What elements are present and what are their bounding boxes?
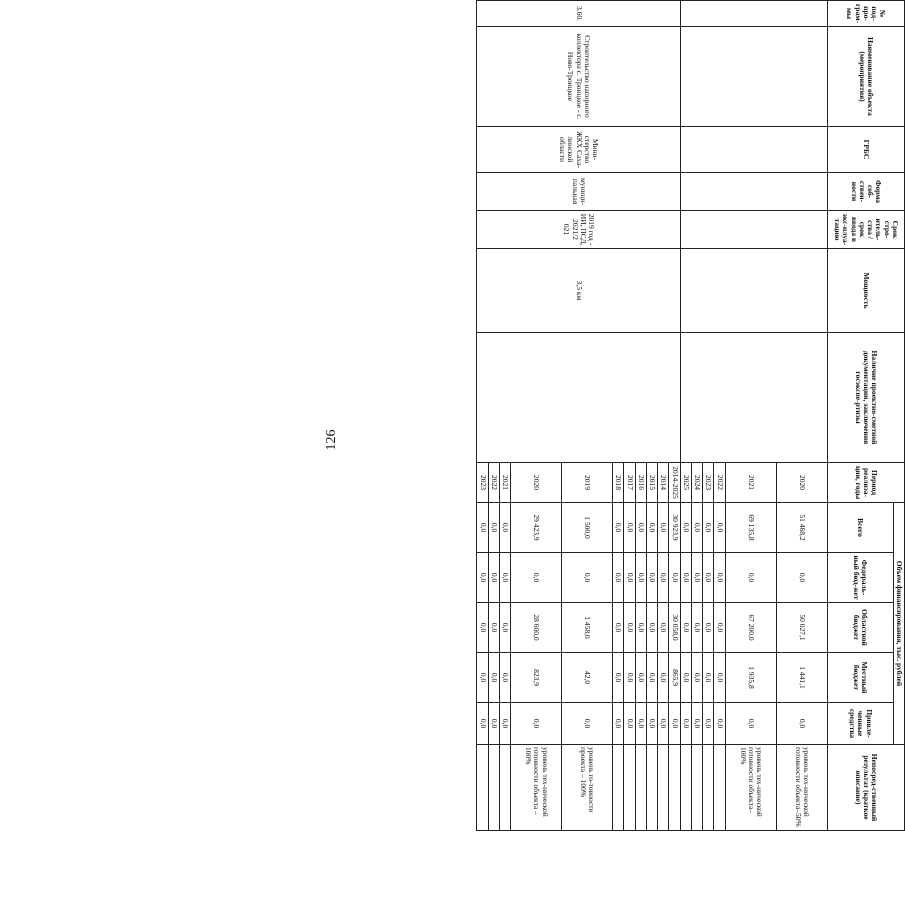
federal-cell: 0,0	[624, 553, 635, 603]
object-form-spacer	[680, 173, 827, 211]
object-name: Строительство напорного коллектора с. Троицкое - с. Ново-Троицкое	[477, 27, 680, 127]
federal-cell: 0,0	[725, 553, 776, 603]
funding-table	[477, 0, 905, 831]
total-cell: 0,0	[477, 503, 488, 553]
attracted-cell: 0,0	[669, 703, 680, 745]
year-cell: 2015	[647, 463, 658, 503]
local-cell: 1 441,1	[776, 653, 827, 703]
attracted-cell: 0,0	[500, 703, 511, 745]
table-body	[477, 1, 827, 831]
regional-cell: 0,0	[613, 603, 624, 653]
regional-cell: 50 027,1	[776, 603, 827, 653]
result-cell	[477, 745, 488, 831]
federal-cell: 0,0	[692, 553, 703, 603]
local-cell: 0,0	[500, 653, 511, 703]
object-term: 2019 год - ИИ, ПСД, 2021/2 021	[477, 211, 680, 249]
federal-cell: 0,0	[511, 553, 562, 603]
year-cell: 2024	[692, 463, 703, 503]
federal-cell: 0,0	[488, 553, 499, 603]
result-cell	[669, 745, 680, 831]
regional-cell: 0,0	[488, 603, 499, 653]
header-form: Форма соб-ствен-ности	[827, 173, 904, 211]
header-capacity: Мощность	[827, 249, 904, 333]
attracted-cell: 0,0	[562, 703, 613, 745]
result-cell	[613, 745, 624, 831]
local-cell: 0,0	[647, 653, 658, 703]
attracted-cell: 0,0	[703, 703, 714, 745]
regional-cell: 67 200,0	[725, 603, 776, 653]
result-cell	[647, 745, 658, 831]
year-cell: 2019	[562, 463, 613, 503]
total-cell: 51 468,2	[776, 503, 827, 553]
regional-cell: 0,0	[714, 603, 725, 653]
result-cell	[500, 745, 511, 831]
federal-cell: 0,0	[658, 553, 669, 603]
local-cell: 0,0	[635, 653, 646, 703]
object-name-spacer	[680, 27, 827, 127]
local-cell: 865,9	[669, 653, 680, 703]
total-cell: 69 135,8	[725, 503, 776, 553]
local-cell: 0,0	[613, 653, 624, 703]
attracted-cell: 0,0	[635, 703, 646, 745]
federal-cell: 0,0	[703, 553, 714, 603]
federal-cell: 0,0	[477, 553, 488, 603]
regional-cell: 0,0	[624, 603, 635, 653]
regional-cell: 0,0	[500, 603, 511, 653]
attracted-cell: 0,0	[725, 703, 776, 745]
result-cell: уровень тех-нической готовности объекта – 100%	[511, 745, 562, 831]
object-psd-spacer	[680, 333, 827, 463]
result-cell	[658, 745, 669, 831]
year-cell: 2014-2025	[669, 463, 680, 503]
result-cell: уровень го-товности проекта – 100%	[562, 745, 613, 831]
result-cell: уровень тех-нической готовности объекта–100%	[725, 745, 776, 831]
local-cell: 0,0	[680, 653, 691, 703]
attracted-cell: 0,0	[613, 703, 624, 745]
header-attracted: Привле-ченные средства	[827, 703, 893, 745]
total-cell: 30 923,9	[669, 503, 680, 553]
federal-cell: 0,0	[714, 553, 725, 603]
total-cell: 0,0	[635, 503, 646, 553]
object-capacity: 3,5 км	[477, 249, 680, 333]
result-cell	[692, 745, 703, 831]
header-funding: Объем финансирования, тыс. рублей	[893, 503, 904, 745]
total-cell: 0,0	[703, 503, 714, 553]
year-cell: 2018	[613, 463, 624, 503]
object-num-spacer	[680, 1, 827, 27]
rotated-table-container	[360, 0, 905, 830]
local-cell: 0,0	[692, 653, 703, 703]
result-cell	[714, 745, 725, 831]
total-cell: 0,0	[658, 503, 669, 553]
attracted-cell: 0,0	[477, 703, 488, 745]
header-grbs: ГРБС	[827, 127, 904, 173]
year-cell: 2021	[725, 463, 776, 503]
regional-cell: 0,0	[680, 603, 691, 653]
attracted-cell: 0,0	[680, 703, 691, 745]
regional-cell: 0,0	[635, 603, 646, 653]
local-cell: 0,0	[477, 653, 488, 703]
federal-cell: 0,0	[776, 553, 827, 603]
year-cell: 2022	[488, 463, 499, 503]
total-cell: 0,0	[680, 503, 691, 553]
result-cell: уровень тех-нической готовности объекта–50%	[776, 745, 827, 831]
table-row	[776, 1, 827, 831]
result-cell	[635, 745, 646, 831]
result-cell	[703, 745, 714, 831]
year-cell: 2023	[703, 463, 714, 503]
header-name: Наименование объекта (мероприятия)	[827, 27, 904, 127]
object-grbs-spacer	[680, 127, 827, 173]
header-num: № под-про-грам-мы	[827, 1, 904, 27]
regional-cell: 28 600,0	[511, 603, 562, 653]
federal-cell: 0,0	[669, 553, 680, 603]
object-psd	[477, 333, 680, 463]
year-cell: 2022	[714, 463, 725, 503]
regional-cell: 0,0	[647, 603, 658, 653]
attracted-cell: 0,0	[511, 703, 562, 745]
total-cell: 1 500,0	[562, 503, 613, 553]
attracted-cell: 0,0	[624, 703, 635, 745]
header-local: Местный бюджет	[827, 653, 893, 703]
attracted-cell: 0,0	[714, 703, 725, 745]
total-cell: 29 423,9	[511, 503, 562, 553]
page-number: 126	[324, 429, 339, 451]
regional-cell: 0,0	[692, 603, 703, 653]
federal-cell: 0,0	[647, 553, 658, 603]
attracted-cell: 0,0	[647, 703, 658, 745]
regional-cell: 1 458,0	[562, 603, 613, 653]
year-cell: 2017	[624, 463, 635, 503]
local-cell: 42,0	[562, 653, 613, 703]
object-term-spacer	[680, 211, 827, 249]
object-grbs: Мини-стерство ЖКХ Саха-линской области	[477, 127, 680, 173]
total-cell: 0,0	[647, 503, 658, 553]
object-form: муници-пальная	[477, 173, 680, 211]
federal-cell: 0,0	[562, 553, 613, 603]
regional-cell: 0,0	[477, 603, 488, 653]
local-cell: 0,0	[488, 653, 499, 703]
attracted-cell: 0,0	[658, 703, 669, 745]
federal-cell: 0,0	[500, 553, 511, 603]
total-cell: 0,0	[613, 503, 624, 553]
total-cell: 0,0	[488, 503, 499, 553]
header-result: Непосред-ственный результат (краткое описание)	[827, 745, 904, 831]
year-cell: 2021	[500, 463, 511, 503]
header-total: Всего	[827, 503, 893, 553]
header-federal: Федераль-ный бюд-жет	[827, 553, 893, 603]
regional-cell: 0,0	[703, 603, 714, 653]
attracted-cell: 0,0	[692, 703, 703, 745]
local-cell: 0,0	[714, 653, 725, 703]
total-cell: 0,0	[692, 503, 703, 553]
table-row	[669, 1, 680, 831]
header-term: Срок стро-итель-ства / срок ввода в экс-плуа-тацию	[827, 211, 904, 249]
total-cell: 0,0	[624, 503, 635, 553]
object-capacity-spacer	[680, 249, 827, 333]
object-num: 3.60.	[477, 1, 680, 27]
regional-cell: 0,0	[658, 603, 669, 653]
year-cell: 2025	[680, 463, 691, 503]
year-cell: 2016	[635, 463, 646, 503]
local-cell: 0,0	[703, 653, 714, 703]
header-regional: Областной бюджет	[827, 603, 893, 653]
federal-cell: 0,0	[635, 553, 646, 603]
federal-cell: 0,0	[680, 553, 691, 603]
total-cell: 0,0	[714, 503, 725, 553]
result-cell	[488, 745, 499, 831]
year-cell: 2014	[658, 463, 669, 503]
federal-cell: 0,0	[613, 553, 624, 603]
local-cell: 823,9	[511, 653, 562, 703]
header-psd: Наличие проектно-сметной документации, заключения госэкспе-ртизы	[827, 333, 904, 463]
result-cell	[624, 745, 635, 831]
attracted-cell: 0,0	[488, 703, 499, 745]
local-cell: 1 935,8	[725, 653, 776, 703]
total-cell: 0,0	[500, 503, 511, 553]
attracted-cell: 0,0	[776, 703, 827, 745]
header-period: Период реализа-ции, годы	[827, 463, 904, 503]
year-cell: 2020	[776, 463, 827, 503]
year-cell: 2020	[511, 463, 562, 503]
result-cell	[680, 745, 691, 831]
year-cell: 2023	[477, 463, 488, 503]
regional-cell: 30 058,0	[669, 603, 680, 653]
local-cell: 0,0	[658, 653, 669, 703]
local-cell: 0,0	[624, 653, 635, 703]
